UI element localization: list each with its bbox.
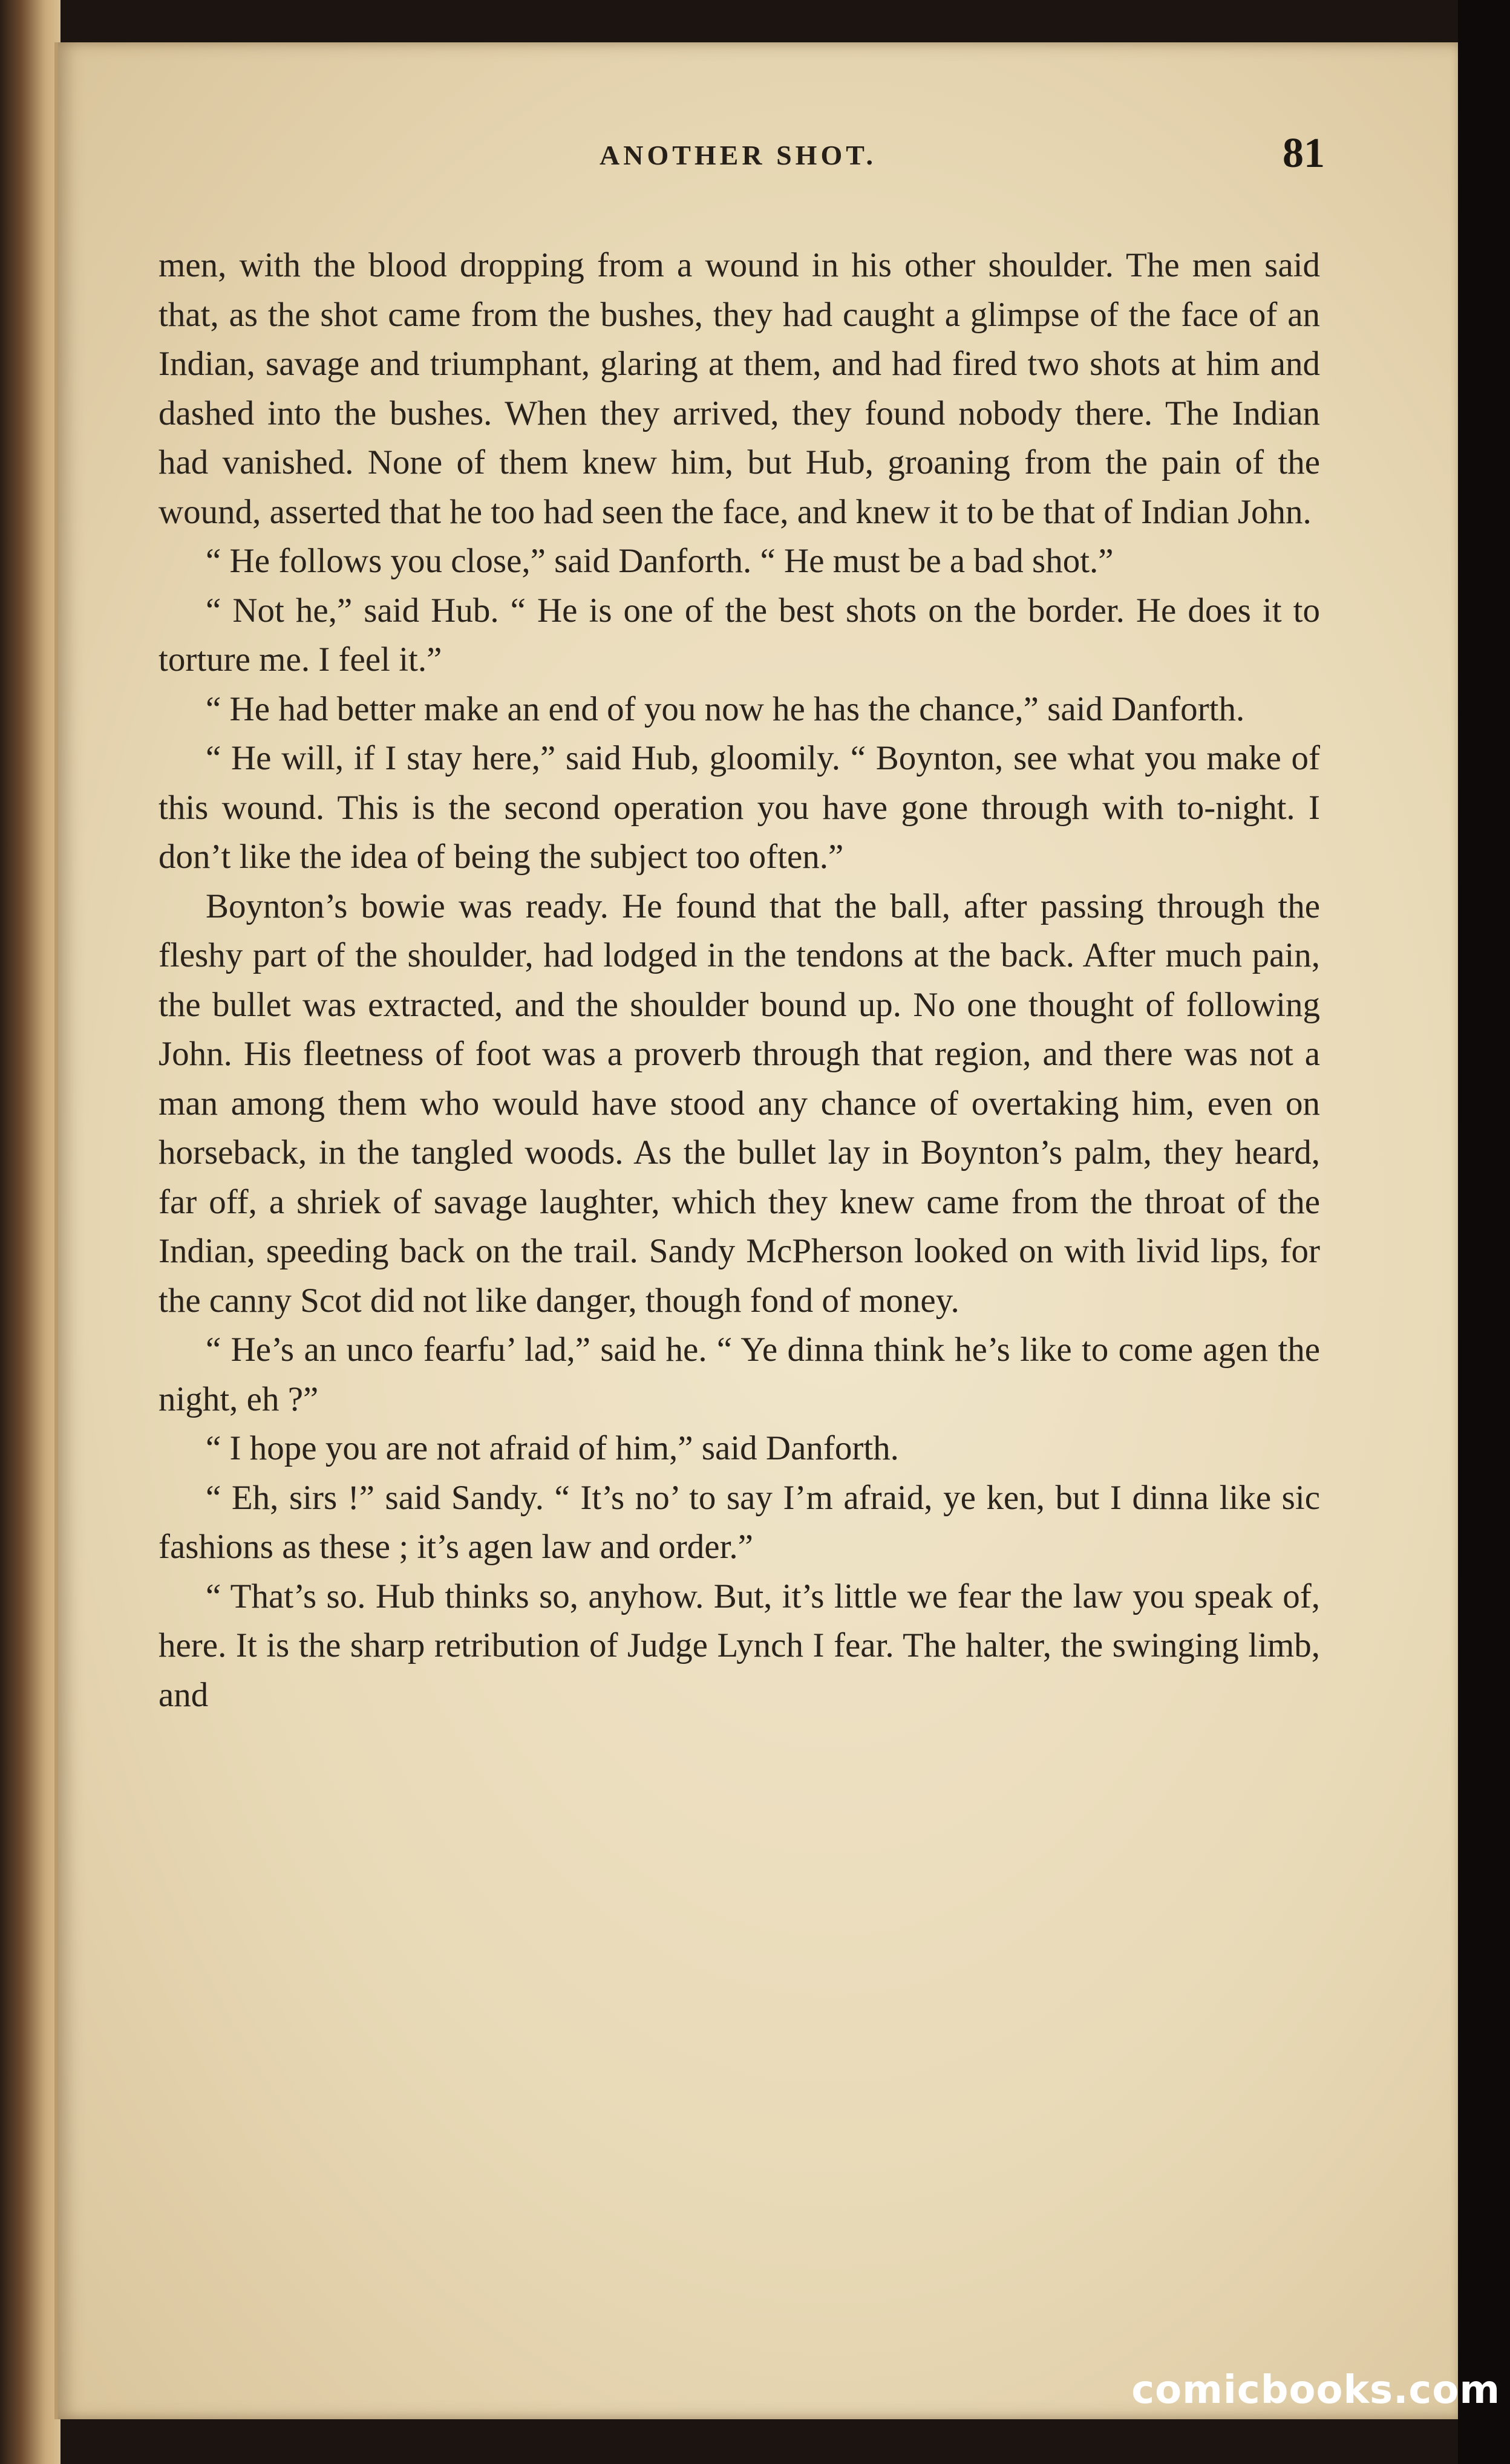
watermark: comicbooks.com — [1131, 2368, 1500, 2413]
paragraph: Boynton’s bowie was ready. He found that the ball, after passing through the fleshy part of the shoulder, had lodged in the tendons at the back. After much pain, the bullet was extracted, and the shoulder bound up. No one thought of following John. His fleetness of foot was a proverb through that region, and there was not a man among them who would have stood any chance of overtaking him, even on horseback, in the tangled woods. As the bullet lay in Boynton’s palm, they heard, far off, a shriek of savage laughter, which they knew came from the throat of the Indian, speeding back on the trail. Sandy McPherson looked on with livid lips, for the canny Scot did not like danger, though fond of money. — [159, 887, 1320, 1320]
paragraph: “ I hope you are not afraid of him,” said Danforth. — [206, 1429, 899, 1467]
paragraph: men, with the blood dropping from a wound in his other shoulder. The men said that, as the shot came from the bushes, they had caught a glimpse of the face of an Indian, savage and triumphant, glaring at them, and had fired two shots at him and dashed into the bushes. When they arrived, they found nobody there. The Indian had vanished. None of them knew him, but Hub, groaning from the pain of the wound, asserted that he too had seen the face, and knew it to be that of Indian John. — [159, 246, 1320, 531]
paragraph: “ He will, if I stay here,” said Hub, gloomily. “ Boynton, see what you make of this wound. This is the second operation you have gone through with to-night. I don’t like the idea of being the subject too often.” — [159, 739, 1320, 876]
right-border — [1458, 0, 1510, 2464]
paragraph: “ Eh, sirs !” said Sandy. “ It’s no’ to say I’m afraid, ye ken, but I dinna like sic fashions as these ; it’s agen law and order.” — [159, 1478, 1320, 1566]
paragraph: “ Not he,” said Hub. “ He is one of the best shots on the border. He does it to torture me. I feel it.” — [159, 591, 1320, 679]
paragraph: “ He’s an unco fearfu’ lad,” said he. “ Ye dinna think he’s like to come agen the night, eh ?” — [159, 1331, 1320, 1418]
book-spine — [0, 0, 60, 2464]
body-text — [159, 241, 1320, 1719]
paragraph: “ He had better make an end of you now he has the chance,” said Danforth. — [206, 689, 1245, 728]
page-header — [151, 115, 1325, 187]
paragraph: “ That’s so. Hub thinks so, anyhow. But, it’s little we fear the law you speak of, here. It is the sharp retribution of Judge Lynch I fear. The halter, the swinging limb, and — [159, 1577, 1320, 1714]
page-number: 81 — [1283, 130, 1325, 177]
paragraph: “ He follows you close,” said Danforth. “ He must be a bad shot.” — [206, 542, 1114, 580]
running-title: ANOTHER SHOT. — [600, 140, 877, 171]
